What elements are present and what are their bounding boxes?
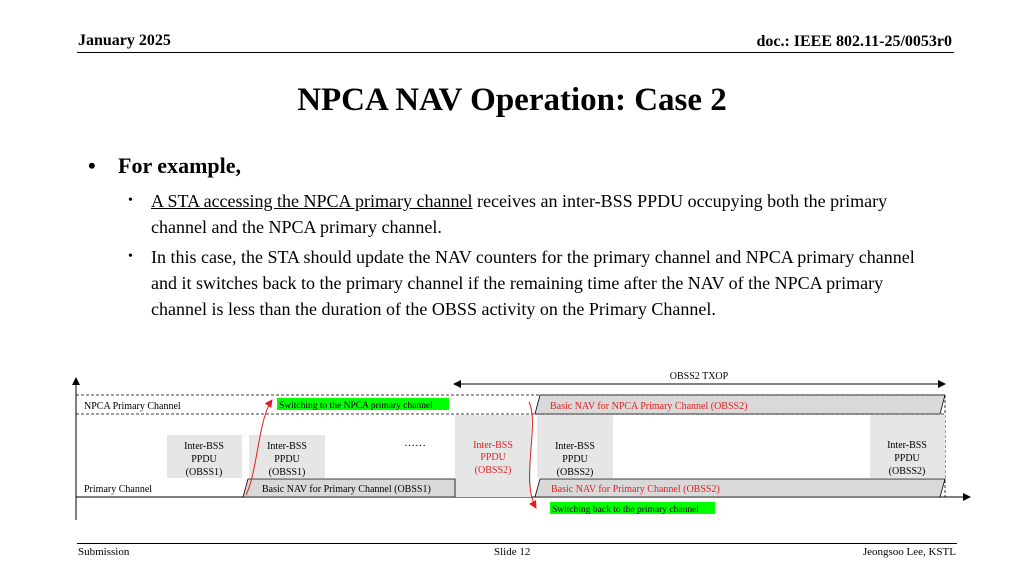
ppdu-obss2-red-line3: (OBSS2) bbox=[474, 465, 512, 476]
bullet-item-1-underlined: A STA accessing the NPCA primary channel bbox=[151, 191, 473, 211]
ppdu-obss1-b-line2: PPDU bbox=[274, 454, 300, 465]
ppdu-obss1-b-line3: (OBSS1) bbox=[268, 467, 306, 478]
ppdu-obss2-a-line1: Inter-BSS bbox=[555, 441, 595, 452]
ppdu-obss2-red-line2: PPDU bbox=[480, 452, 506, 463]
npca-nav-diagram bbox=[0, 360, 1024, 530]
ppdu-obss1-a-line1: Inter-BSS bbox=[184, 441, 224, 452]
npca-channel-label: NPCA Primary Channel bbox=[84, 401, 181, 412]
bullet-item-1-rest: receives an inter-BSS PPDU occupying both the primary channel and the NPCA primary channel. bbox=[151, 191, 888, 237]
ppdu-obss2-b-line2: PPDU bbox=[894, 453, 920, 464]
header-date: January 2025 bbox=[78, 32, 171, 49]
nav-primary-obss2-text: Basic NAV for Primary Channel (OBSS2) bbox=[551, 484, 720, 495]
ellipsis: …… bbox=[404, 437, 426, 449]
switch-to-npca-text: Switching to the NPCA primary channel bbox=[279, 401, 433, 411]
bullet-item-2-text: In this case, the STA should update the NAV counters for the primary channel and NPCA primary channel and it switches back to the primary channel if the remaining time after the NAV of the NPCA primary channel is less than the duration of the OBSS activity on the Primary Channel. bbox=[151, 247, 915, 319]
ppdu-obss1-a-line3: (OBSS1) bbox=[185, 467, 223, 478]
ppdu-obss2-b-line1: Inter-BSS bbox=[887, 440, 927, 451]
slide-title: NPCA NAV Operation: Case 2 bbox=[297, 82, 727, 118]
ppdu-obss2-a-line3: (OBSS2) bbox=[556, 467, 594, 478]
ppdu-obss1-b-line1: Inter-BSS bbox=[267, 441, 307, 452]
footer-author: Jeongsoo Lee, KSTL bbox=[862, 546, 956, 558]
nav-npca-text: Basic NAV for NPCA Primary Channel (OBSS2) bbox=[550, 401, 748, 412]
primary-channel-label: Primary Channel bbox=[84, 484, 153, 495]
switch-back-text: Switching back to the primary channel bbox=[552, 505, 699, 515]
header-doc-id: doc.: IEEE 802.11-25/0053r0 bbox=[756, 33, 952, 50]
bullet-dot: • bbox=[128, 193, 133, 208]
obss2-txop-label: OBSS2 TXOP bbox=[669, 371, 729, 382]
ppdu-obss2-b-line3: (OBSS2) bbox=[888, 466, 926, 477]
ppdu-obss1-a-line2: PPDU bbox=[191, 454, 217, 465]
ppdu-obss2-a-line2: PPDU bbox=[562, 454, 588, 465]
bullet-dot: • bbox=[128, 249, 133, 264]
nav-primary-obss1-text: Basic NAV for Primary Channel (OBSS1) bbox=[262, 484, 431, 495]
footer-slide-number: Slide 12 bbox=[494, 546, 531, 558]
footer-divider bbox=[77, 543, 957, 544]
header-divider bbox=[77, 52, 954, 53]
bullet-dot: • bbox=[88, 153, 96, 178]
bullet-level1-text: For example, bbox=[118, 153, 242, 178]
footer-submission: Submission bbox=[78, 546, 130, 558]
bullet-item-1-text bbox=[151, 188, 931, 240]
ppdu-obss2-red-line1: Inter-BSS bbox=[473, 440, 513, 451]
